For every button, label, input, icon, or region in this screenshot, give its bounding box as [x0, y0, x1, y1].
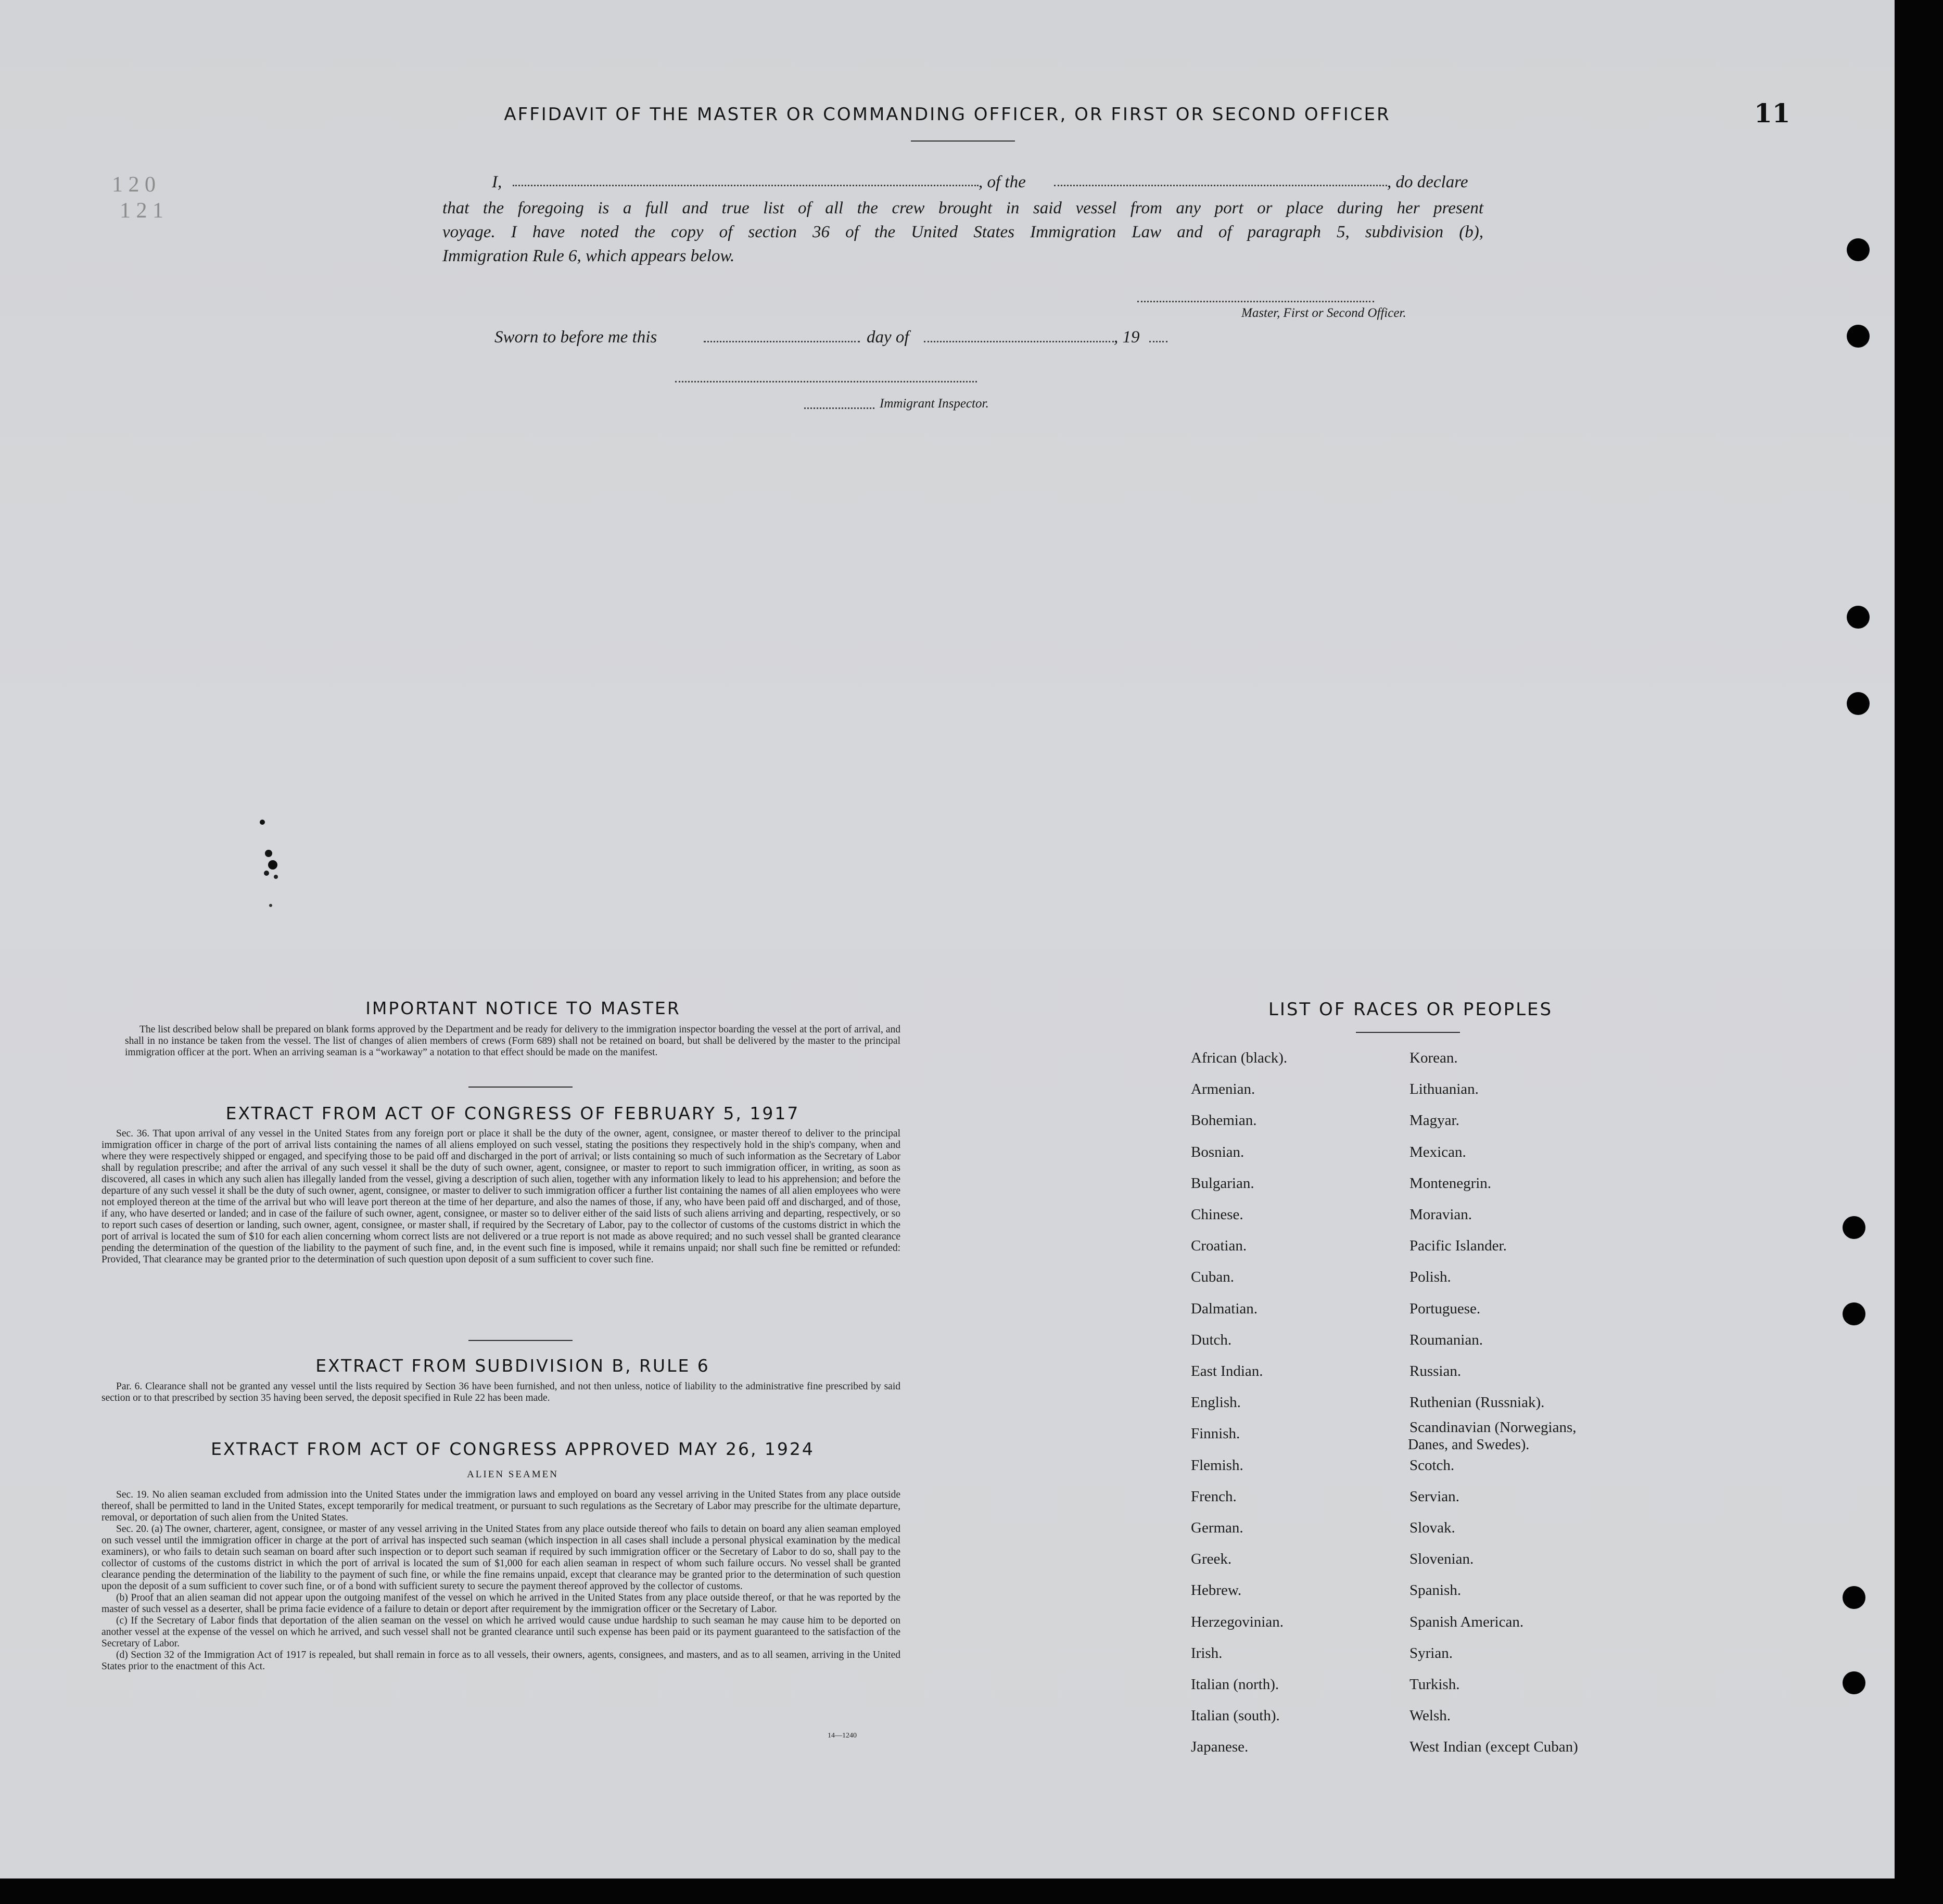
binder-hole: [1847, 238, 1870, 261]
race-right-item: Scotch.: [1409, 1456, 1455, 1474]
extract-1924-paragraph-2: Sec. 20. (a) The owner, charterer, agent, consignee, or master of any vessel arriving in the United States from any place outside thereof who fails to detain on board any alien seaman employed on such vessel until the immigration officer in charge at the port of arrival has inspected such seaman (which inspection in all cases shall include a personal physical examination by the medical examiners), or who fails to detain such seaman on board after such inspection or to deport such seaman if required by such immigration officer or the Secretary of Labor to do so, shall pay to the collector of customs of the customs district in which the port of arrival is located the sum of $1,000 for each alien seaman in respect of whom such failure occurs. No vessel shall be granted clearance pending the determination of the liability to the payment of such fine, or while the fine remains unpaid, except that clearance may be granted prior to the determination of such question upon the deposit of a sum sufficient to cover such fine, or of a bond with sufficient surety to secure the payment thereof approved by the collector of customs.: [101, 1524, 900, 1592]
extract-1917-rule: [468, 1340, 573, 1341]
race-left-item: Croatian.: [1191, 1237, 1247, 1255]
race-left-item: Bohemian.: [1191, 1112, 1257, 1129]
race-right-item: Spanish.: [1409, 1582, 1462, 1599]
affidavit-line-4: Immigration Rule 6, which appears below.: [442, 247, 735, 265]
race-left-item: Cuban.: [1191, 1269, 1234, 1286]
race-right-item: Turkish.: [1409, 1676, 1460, 1693]
race-right-continuation: Danes, and Swedes).: [1408, 1437, 1530, 1453]
sworn-month-blank[interactable]: [924, 341, 1114, 342]
affidavit-title-rule: [911, 140, 1015, 142]
affidavit-declare: , do declare: [1387, 173, 1468, 191]
extract-rule6-title: EXTRACT FROM SUBDIVISION B, RULE 6: [315, 1356, 710, 1376]
race-left-item: Dalmatian.: [1191, 1300, 1258, 1317]
extract-1924-text: [101, 1489, 900, 1672]
inspector-signature-blank[interactable]: [675, 381, 977, 382]
extract-1924-paragraph-3: (b) Proof that an alien seaman did not appear upon the outgoing manifest of the vessel on which he arrived in the United States from any place outside thereof, or that he was reported by the master of such vessel as a deserter, shall be prima facie evidence of a failure to detain or deport after requirement by the immigration officer or the Secretary of Labor.: [101, 1592, 900, 1615]
race-left-item: Italian (north).: [1191, 1676, 1279, 1693]
race-left-item: Armenian.: [1191, 1081, 1255, 1098]
notice-paragraph: The list described below shall be prepared on blank forms approved by the Department and be ready for delivery to the immigration inspector boarding the vessel at the port of arrival, and shall in no instance be taken from the vessel. The list of changes of alien members of crews (Form 689) shall not be retained on board, but shall be delivered by the master to the principal immigration officer at the port. When an arriving seaman is a “workaway” a notation to that effect should be made on the manifest.: [125, 1024, 900, 1058]
race-right-item: Magyar.: [1409, 1112, 1459, 1129]
race-left-item: Greek.: [1191, 1551, 1232, 1568]
notice-text: [125, 1024, 900, 1058]
scan-border-bottom: [0, 1879, 1943, 1904]
sworn-year-blank[interactable]: [1149, 341, 1167, 342]
race-right-item: Scandinavian (Norwegians,: [1409, 1419, 1577, 1436]
sworn-year: , 19: [1114, 328, 1140, 347]
binder-hole: [1847, 692, 1870, 715]
race-left-item: Dutch.: [1191, 1331, 1232, 1348]
race-right-item: Slovak.: [1409, 1519, 1455, 1536]
extract-1917-paragraph: Sec. 36. That upon arrival of any vessel in the United States from any foreign port or place it shall be the duty of the owner, agent, consignee, or master thereof to deliver to the principal immigration officer in charge of the port of arrival lists containing the names of all aliens employed on such vessel, stating the positions they respectively hold in the ship's company, when and where they were respectively shipped or engaged, and specifying those to be paid off and discharged in the port of arrival; or lists containing so much of such information as the Secretary of Labor shall by regulation prescribe; and after the arrival of any such vessel it shall be the duty of such owner, agent, consignee, or master to report to such immigration officer, in writing, as soon as discovered, all cases in which any such alien has illegally landed from the vessel, giving a description of such alien, together with any information likely to lead to his apprehension; and before the departure of any such vessel it shall be the duty of such owner, agent, consignee, or master to deliver to such immigration officer a further list containing the names of all alien employees who were not employed thereon at the time of the arrival but who will leave port thereon at the time of her departure, and also the names of those, if any, who have been paid off and discharged, and of those, if any, who have deserted or landed; and in case of the failure of such owner, agent, consignee, or master so to deliver either of the said lists of such aliens arriving and departing, respectively, or so to report such cases of desertion or landing, such owner, agent, consignee, or master shall, if required by the Secretary of Labor, pay to the collector of customs of the customs district in which the port of arrival is located the sum of $10 for each alien concerning whom correct lists are not delivered or a true report is not made as above required; and no such vessel shall be granted clearance pending the determination of the question of the liability to the payment of such fine, and, in the event such fine is imposed, while it remains unpaid; nor shall such fine be remitted or refunded: Provided, That clearance may be granted prior to the determination of such question upon deposit of a sum sufficient to cover such fine.: [101, 1128, 900, 1265]
race-left-item: Japanese.: [1191, 1739, 1249, 1756]
race-left-item: French.: [1191, 1488, 1237, 1505]
affidavit-title: AFFIDAVIT OF THE MASTER OR COMMANDING OFFICER, OR FIRST OR SECOND OFFICER: [504, 104, 1391, 125]
affidavit-line-3: voyage. I have noted the copy of section 36 of the United States Immigration Law and of paragraph 5, subdivision (b),: [442, 223, 1483, 241]
inspector-lead-dots: [804, 407, 874, 409]
form-number: 14—1240: [828, 1732, 857, 1740]
race-right-item: Servian.: [1409, 1488, 1459, 1505]
inspector-label: Immigrant Inspector.: [880, 397, 989, 411]
race-left-item: Hebrew.: [1191, 1582, 1242, 1599]
extract-1924-paragraph-1: Sec. 19. No alien seaman excluded from admission into the United States under the immigration laws and employed on board any vessel arriving in the United States from any place outside thereof, shall be permitted to land in the United States, except temporarily for medical treatment, or pursuant to such regulations as the Secretary of Labor may prescribe for the ultimate departure, removal, or deportation of such alien from the United States.: [101, 1489, 900, 1523]
master-signature-blank[interactable]: [1137, 301, 1374, 302]
race-right-item: Ruthenian (Russniak).: [1409, 1394, 1545, 1411]
margin-mark-1: 1 2 0: [112, 173, 156, 197]
extract-1924-paragraph-4: (c) If the Secretary of Labor finds that deportation of the alien seaman on the vessel on which he arrived would cause undue hardship to such seaman he may cause him to be deported on another vessel at the expense of the vessel on which he arrived, and such vessel shall not be granted clearance until such expense has been paid or its payment guaranteed to the satisfaction of the Secretary of Labor.: [101, 1615, 900, 1649]
binder-hole: [1843, 1302, 1865, 1325]
extract-1924-paragraph-5: (d) Section 32 of the Immigration Act of 1917 is repealed, but shall remain in force as to all vessels, their owners, agents, consignees, and masters, and as to all seamen, arriving in the United States prior to the enactment of this Act.: [101, 1650, 900, 1672]
race-right-item: Polish.: [1409, 1269, 1451, 1286]
notice-title: IMPORTANT NOTICE TO MASTER: [365, 998, 681, 1018]
races-title-rule: [1356, 1032, 1460, 1033]
master-signature-label: Master, First or Second Officer.: [1241, 306, 1406, 320]
sworn-day-of: day of: [867, 328, 909, 347]
margin-mark-2: 1 2 1: [120, 199, 163, 223]
race-left-item: East Indian.: [1191, 1363, 1263, 1379]
race-left-item: Finnish.: [1191, 1425, 1240, 1442]
affidavit-name-blank[interactable]: [513, 185, 979, 186]
extract-1917-title: EXTRACT FROM ACT OF CONGRESS OF FEBRUARY 5, 1917: [225, 1103, 800, 1123]
race-right-item: West Indian (except Cuban): [1409, 1739, 1578, 1756]
race-left-item: Bulgarian.: [1191, 1174, 1254, 1192]
race-right-item: Russian.: [1409, 1363, 1462, 1379]
affidavit-vessel-blank[interactable]: [1054, 185, 1387, 186]
race-right-item: Mexican.: [1409, 1143, 1466, 1160]
binder-hole: [1843, 1216, 1865, 1239]
race-left-item: Chinese.: [1191, 1206, 1243, 1223]
race-left-item: Bosnian.: [1191, 1143, 1244, 1160]
extract-1924-subtitle: ALIEN SEAMEN: [467, 1469, 558, 1480]
corner-mark: 11: [1754, 98, 1790, 129]
race-left-item: German.: [1191, 1519, 1243, 1536]
race-left-item: English.: [1191, 1394, 1241, 1411]
race-left-item: Italian (south).: [1191, 1707, 1280, 1724]
ink-smudge: [255, 817, 291, 911]
binder-hole: [1843, 1586, 1865, 1609]
affidavit-i: I,: [492, 173, 502, 191]
affidavit-line-2: that the foregoing is a full and true list of all the crew brought in said vessel from any port or place during her present: [442, 199, 1483, 218]
race-right-item: Spanish American.: [1409, 1613, 1524, 1630]
race-right-item: Welsh.: [1409, 1707, 1451, 1724]
race-right-item: Roumanian.: [1409, 1331, 1483, 1348]
race-right-item: Montenegrin.: [1409, 1174, 1492, 1192]
scan-border-right: [1895, 0, 1943, 1904]
sworn-day-blank[interactable]: [704, 341, 860, 342]
race-right-item: Korean.: [1409, 1050, 1458, 1066]
race-right-item: Moravian.: [1409, 1206, 1472, 1223]
extract-rule6-paragraph: Par. 6. Clearance shall not be granted any vessel until the lists required by Section 36 have been furnished, and not then unless, notice of liability to the administrative fine prescribed by said section or to that prescribed by section 35 having been served, the deposit specified in Rule 22 has been made.: [101, 1381, 900, 1403]
extract-1917-text: [101, 1128, 900, 1266]
notice-rule: [468, 1087, 573, 1088]
race-left-item: Herzegovinian.: [1191, 1613, 1284, 1630]
race-left-item: Flemish.: [1191, 1456, 1243, 1474]
race-right-item: Lithuanian.: [1409, 1081, 1479, 1098]
race-left-item: African (black).: [1191, 1050, 1288, 1066]
sworn-prefix: Sworn to before me this: [494, 328, 657, 347]
extract-rule6-text: [101, 1381, 900, 1404]
binder-hole: [1847, 325, 1870, 348]
extract-1924-title: EXTRACT FROM ACT OF CONGRESS APPROVED MAY 26, 1924: [211, 1439, 815, 1459]
race-right-item: Syrian.: [1409, 1644, 1453, 1662]
races-title: LIST OF RACES OR PEOPLES: [1268, 999, 1553, 1020]
race-right-item: Portuguese.: [1409, 1300, 1481, 1317]
race-right-item: Pacific Islander.: [1409, 1237, 1507, 1255]
binder-hole: [1843, 1671, 1865, 1694]
race-right-item: Slovenian.: [1409, 1551, 1474, 1568]
race-left-item: Irish.: [1191, 1644, 1223, 1662]
binder-hole: [1847, 606, 1870, 629]
affidavit-of-the: , of the: [979, 173, 1026, 191]
